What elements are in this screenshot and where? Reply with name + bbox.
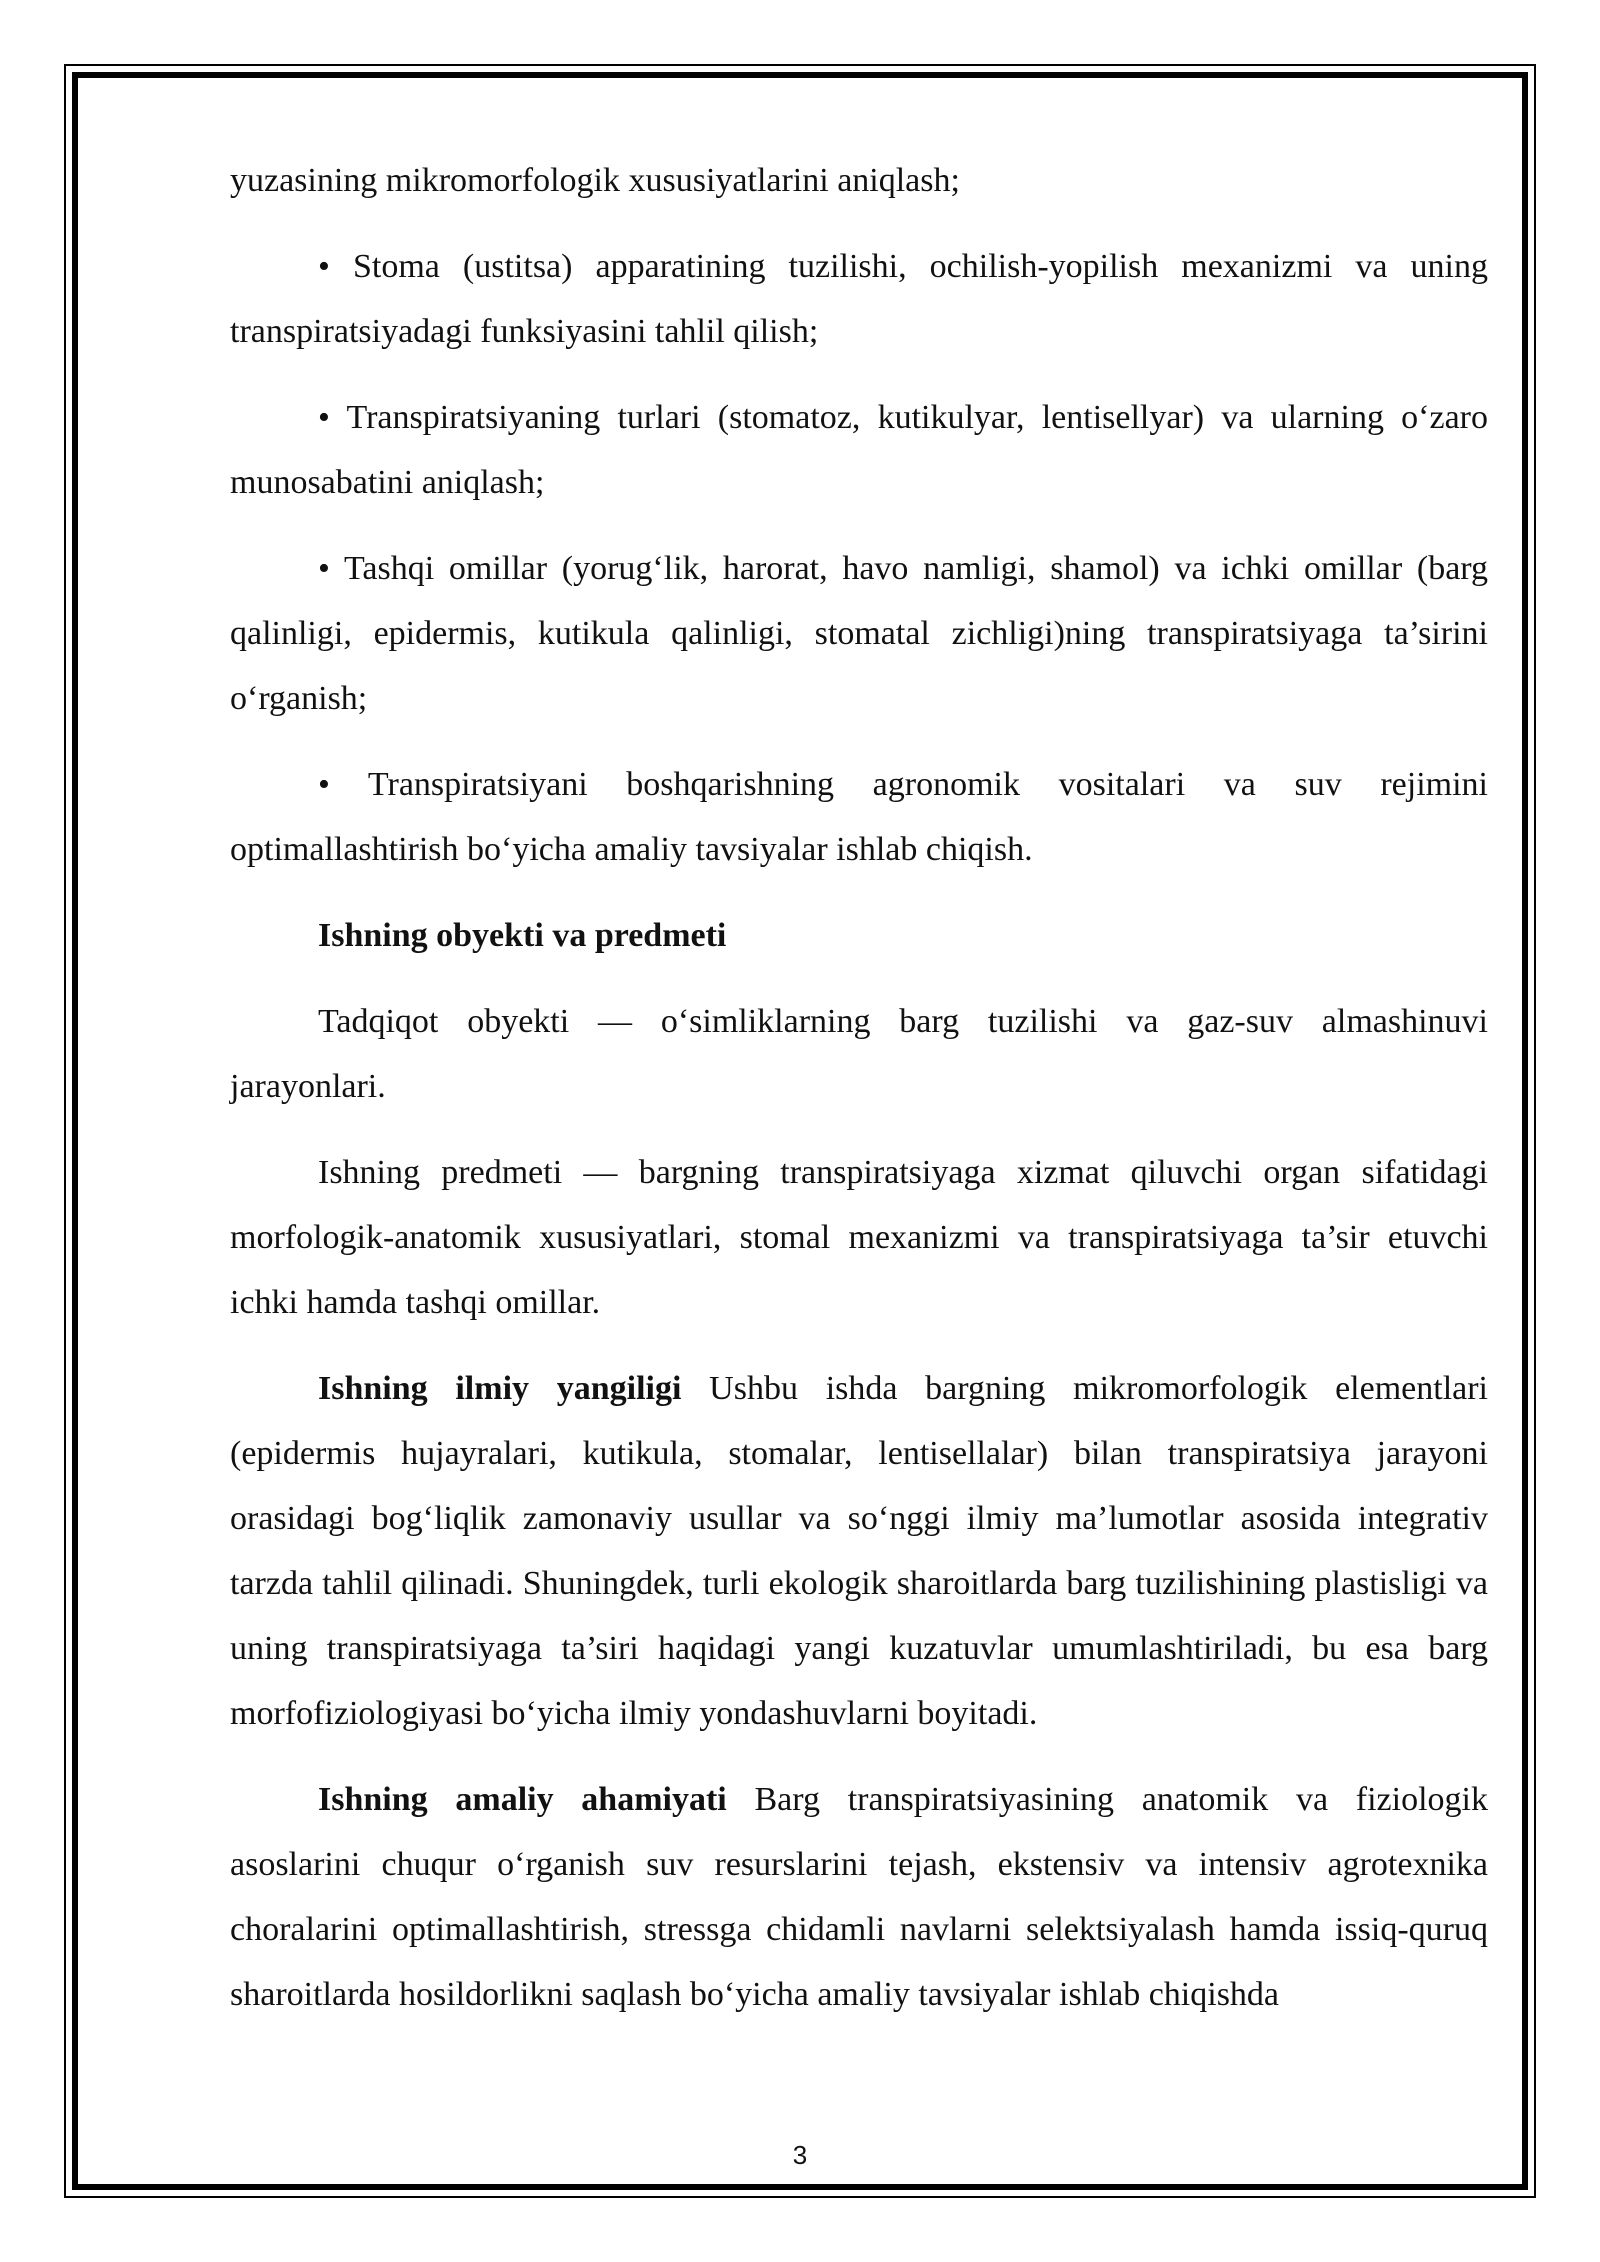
significance-lead: Ishning amaliy ahamiyati <box>318 1781 727 1818</box>
paragraph-continuation: yuzasining mikromorfologik xususiyatlarini aniqlash; <box>230 162 960 199</box>
paragraph-research-object: Tadqiqot obyekti — o‘simliklarning barg tuzilishi va gaz-suv almashinuvi jarayonlari. <box>230 1003 1488 1105</box>
bullet-stoma: • Stoma (ustitsa) apparatining tuzilishi, ochilish-yopilish mexanizmi va uning transpiratsiyadagi funksiyasini tahlil qilish; <box>230 248 1488 350</box>
bullet-transpiration-types: • Transpiratsiyaning turlari (stomatoz, kutikulyar, lentisellyar) va ularning o‘zaro munosabatini aniqlash; <box>230 399 1488 501</box>
novelty-lead: Ishning ilmiy yangiligi <box>318 1370 682 1407</box>
paragraph-research-subject: Ishning predmeti — bargning transpiratsiyaga xizmat qiluvchi organ sifatidagi morfologik-anatomik xususiyatlari, stomal mexanizmi va transpiratsiyaga ta’sir etuvchi ichki hamda tashqi omillar. <box>230 1154 1488 1321</box>
novelty-text: Ushbu ishda bargning mikromorfologik elementlari (epidermis hujayralari, kutikula, stomalar, lentisellalar) bilan transpiratsiya jarayoni orasidagi bog‘liqlik zamonaviy usullar va so‘nggi ilmiy ma’lumotlar asosida integrativ tarzda tahlil qilinadi. Shuningdek, turli ekologik sharoitlarda barg tuzilishining plastisligi va uning transpiratsiyaga ta’siri haqidagi yangi kuzatuvlar umumlashtiriladi, bu esa barg morfofiziologiyasi bo‘yicha ilmiy yondashuvlarni boyitadi. <box>230 1370 1488 1732</box>
section-heading-object: Ishning obyekti va predmeti <box>318 917 727 954</box>
bullet-factors: • Tashqi omillar (yorug‘lik, harorat, havo namligi, shamol) va ichki omillar (barg qalinligi, epidermis, kutikula qalinligi, stomatal zichligi)ning transpiratsiyaga ta’sirini o‘rganish; <box>230 550 1488 717</box>
document-body <box>230 148 1488 2048</box>
significance-text: Barg transpiratsiyasining anatomik va fiziologik asoslarini chuqur o‘rganish suv resurslarini tejash, ekstensiv va intensiv agrotexnika choralarini optimallashtirish, stressga chidamli navlarni selektsiyalash hamda issiq-quruq sharoitlarda hosildorlikni saqlash bo‘yicha amaliy tavsiyalar ishlab chiqishda <box>230 1781 1488 2013</box>
bullet-agronomic: • Transpiratsiyani boshqarishning agronomik vositalari va suv rejimini optimallashtirish bo‘yicha amaliy tavsiyalar ishlab chiqish. <box>230 766 1488 868</box>
paragraph-scientific-novelty <box>230 1356 1488 1746</box>
page-number: 3 <box>792 2140 808 2170</box>
paragraph-practical-significance <box>230 1767 1488 2027</box>
